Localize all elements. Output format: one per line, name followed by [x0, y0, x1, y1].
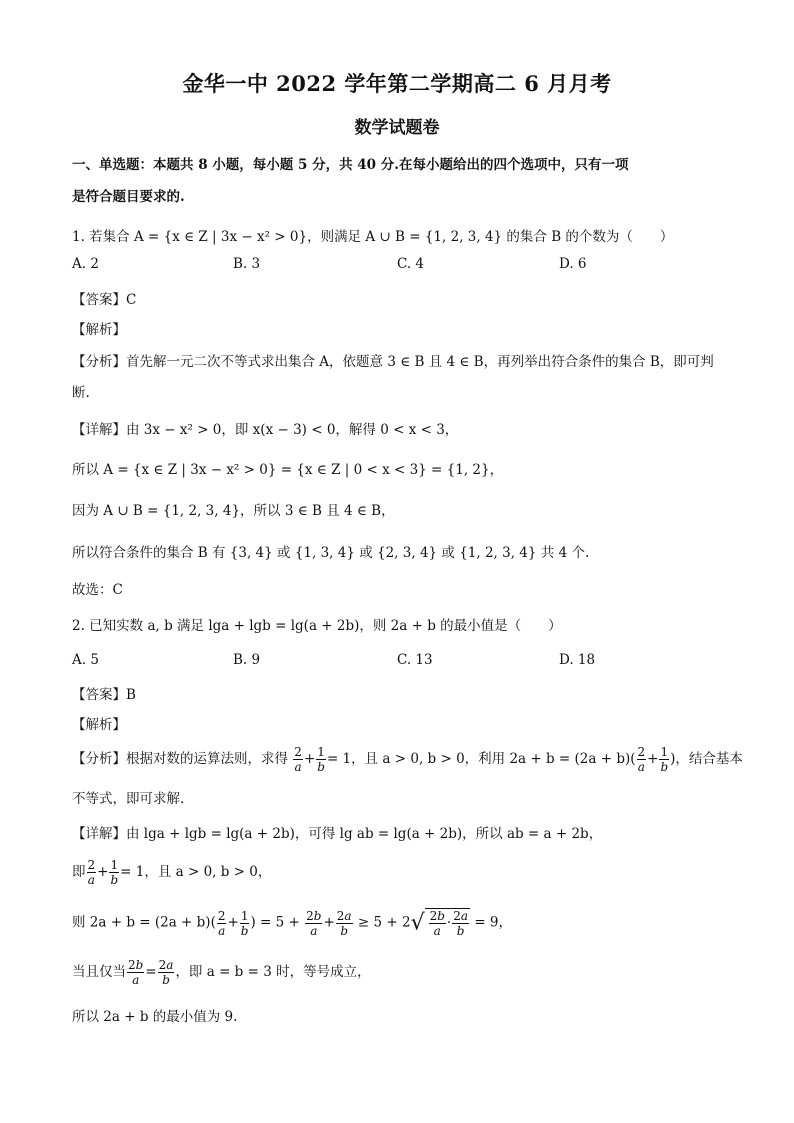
- fraction-1-over-b: $\frac{1}{b}$: [317, 745, 325, 774]
- page-title: 金华一中 2022 学年第二学期高二 6 月月考: [182, 71, 612, 96]
- q1-option-c: C. 4: [397, 256, 425, 272]
- fraction-2b-over-a: $\frac{2b}{a}$: [306, 908, 322, 938]
- q2-option-d: D. 18: [559, 652, 596, 668]
- q2-detail2-text-b: = 1，且 a > 0, b > 0，: [120, 864, 272, 880]
- q2-detail3-text-b: ) = 5 +: [250, 914, 300, 931]
- q2-detail3-text-d: = 9，: [474, 914, 513, 931]
- q2-detail-line1: 【详解】由 lga + lgb = lg(a + 2b)，可得 lg ab = lg(a + 2b)，所以 ab = a + 2b，: [72, 826, 603, 842]
- q2-analysis-text-a: 【分析】根据对数的运算法则，求得: [72, 751, 288, 767]
- q1-option-b: B. 3: [233, 256, 261, 272]
- q2-detail-line3: 则 2a + b = (2a + b)( $\frac{2}{a}$ + $\frac{1}{b}$ ) = 5 + $\frac{2b}{a}$ + $\frac{2a}{b}$ ≥ 5 + 2√ $\frac{2b}{a}$ · $\frac{2a}{b}$ = 9，: [72, 908, 513, 938]
- q2-detail-line4: 当且仅当 $\frac{2b}{a}$ = $\frac{2a}{b}$ ，即 a = b = 3 时，等号成立，: [72, 958, 371, 987]
- page-subtitle: 数学试题卷: [354, 118, 440, 138]
- q2-analysis-text-b: ，且 a > 0, b > 0，利用 2a + b = (2a + b)(: [351, 751, 636, 767]
- fraction-2b-over-a: $\frac{2b}{a}$: [128, 958, 144, 987]
- q2-option-c: C. 13: [397, 652, 433, 668]
- q1-choice: 故选：C: [72, 582, 123, 598]
- q2-option-b: B. 9: [233, 652, 261, 668]
- q1-stem: 1. 若集合 A = {x ∈ Z | 3x − x² > 0}，则满足 A ∪ B = {1, 2, 3, 4} 的集合 B 的个数为（ ）: [72, 229, 674, 245]
- section-heading-line1: 一、单选题：本题共 8 小题，每小题 5 分，共 40 分.在每小题给出的四个选项中，只有一项: [72, 157, 629, 173]
- q1-analysis-line1: 【分析】首先解一元二次不等式求出集合 A，依题意 3 ∈ B 且 4 ∈ B，再列举出符合条件的集合 B，即可判: [72, 354, 714, 370]
- q2-detail4-text-b: ，即 a = b = 3 时，等号成立，: [175, 964, 371, 980]
- fraction-2a-over-b: $\frac{2a}{b}$: [158, 958, 174, 987]
- q1-detail-line1: 【详解】由 3x − x² > 0，即 x(x − 3) < 0，解得 0 < x < 3，: [72, 422, 459, 438]
- q1-answer: 【答案】C: [72, 292, 137, 308]
- fraction-2-over-a: $\frac{2}{a}$: [217, 908, 226, 938]
- q1-detail-line2: 所以 A = {x ∈ Z | 3x − x² > 0} = {x ∈ Z | 0 < x < 3} = {1, 2}，: [72, 462, 504, 478]
- q1-detail-line4: 所以符合条件的集合 B 有 {3, 4} 或 {1, 3, 4} 或 {2, 3, 4} 或 {1, 2, 3, 4} 共 4 个.: [72, 545, 590, 561]
- q1-jiexi-label: 【解析】: [72, 322, 126, 338]
- q2-detail-line2: 即 $\frac{2}{a}$ + $\frac{1}{b}$ = 1，且 a > 0, b > 0，: [72, 858, 272, 887]
- fraction-1-over-b: $\frac{1}{b}$: [240, 908, 249, 938]
- q2-jiexi-label: 【解析】: [72, 717, 126, 733]
- q2-option-a: A. 5: [72, 652, 99, 668]
- sqrt-content: $\frac{2b}{a}$ · $\frac{2a}{b}$: [425, 908, 470, 938]
- q1-option-d: D. 6: [559, 256, 587, 272]
- fraction-1-over-b: $\frac{1}{b}$: [110, 858, 119, 887]
- q2-detail2-text-a: 即: [72, 864, 86, 880]
- q2-analysis-line1: 【分析】根据对数的运算法则，求得 $\frac{2}{a}$ + $\frac{1}{b}$ = 1，且 a > 0, b > 0，利用 2a + b = (2a + b)( $\frac{2}{a}$ + $\frac{1}{b}$ )，结合基本: [72, 745, 743, 774]
- q1-option-a: A. 2: [72, 256, 99, 272]
- fraction-2-over-a: $\frac{2}{a}$: [637, 745, 646, 774]
- q1-detail-line3: 因为 A ∪ B = {1, 2, 3, 4}，所以 3 ∈ B 且 4 ∈ B，: [72, 503, 395, 519]
- q1-analysis-line2: 断.: [72, 385, 90, 401]
- q2-stem: 2. 已知实数 a, b 满足 lga + lgb = lg(a + 2b)，则 2a + b 的最小值是（ ）: [72, 618, 562, 634]
- q2-analysis-text-c: )，结合基本: [670, 751, 743, 767]
- fraction-1-over-b: $\frac{1}{b}$: [660, 745, 669, 774]
- section-heading-line2: 是符合题目要求的.: [72, 189, 185, 205]
- q2-detail3-text-a: 则 2a + b = (2a + b)(: [72, 914, 216, 931]
- q2-detail3-text-c: ≥ 5 + 2: [357, 914, 411, 931]
- q2-analysis-line2: 不等式，即可求解.: [72, 791, 185, 807]
- fraction-2-over-a: $\frac{2}{a}$: [87, 858, 96, 887]
- q2-detail4-text-a: 当且仅当: [72, 964, 126, 980]
- q2-detail-line5: 所以 2a + b 的最小值为 9.: [72, 1009, 238, 1025]
- fraction-2-over-a: $\frac{2}{a}$: [294, 745, 302, 774]
- fraction-2a-over-b: $\frac{2a}{b}$: [336, 908, 352, 938]
- sqrt-icon: √: [410, 910, 425, 936]
- q2-answer: 【答案】B: [72, 687, 136, 703]
